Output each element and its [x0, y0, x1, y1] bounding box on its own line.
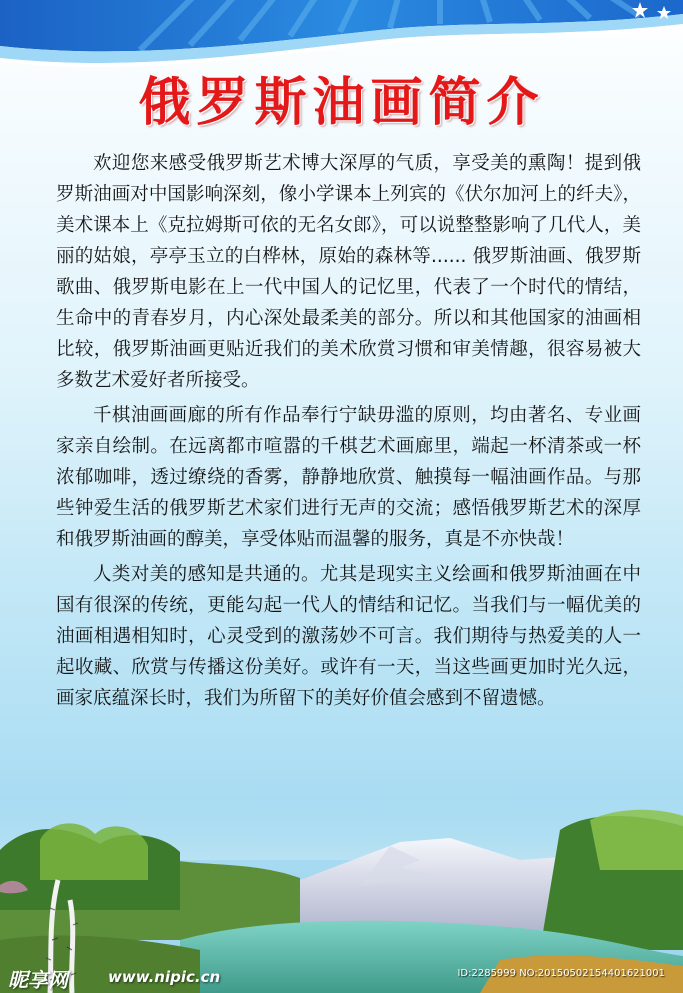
paragraph-2: 千棋油画画廊的所有作品奉行宁缺毋滥的原则，均由著名、专业画家亲自绘制。在远离都市喧嚣的千棋艺术画廊里，端起一杯清茶或一杯浓郁咖啡，透过缭绕的香雾，静静地欣赏、触摸每一幅油画作品。与那些钟爱生活的俄罗斯艺术家们进行无声的交流；感悟俄罗斯艺术的深厚和俄罗斯油画的醇美，享受体贴而温馨的服务，真是不亦快哉！ [56, 405, 641, 550]
page-title: 俄罗斯油画简介 [138, 72, 545, 133]
watermark-logo: 昵享网 [8, 968, 68, 992]
intro-body [56, 148, 641, 718]
watermark-url: www.nipic.cn [108, 968, 221, 986]
watermark-id: ID:2285999 NO:20150502154401621001 [457, 968, 665, 979]
paragraph-3: 人类对美的感知是共通的。尤其是现实主义绘画和俄罗斯油画在中国有很深的传统，更能勾起一代人的情结和记忆。当我们与一幅优美的油画相遇相知时，心灵受到的激荡妙不可言。我们期待与热爱美的人一起收藏、欣赏与传播这份美好。或许有一天，当这些画更加时光久远，画家底蕴深长时，我们为所留下的美好价值会感到不留遗憾。 [56, 564, 641, 709]
oil-painting-landscape [0, 790, 683, 993]
paragraph-1: 欢迎您来感受俄罗斯艺术博大深厚的气质，享受美的熏陶！提到俄罗斯油画对中国影响深刻，像小学课本上列宾的《伏尔加河上的纤夫》，美术课本上《克拉姆斯可依的无名女郎》，可以说整整影响了几代人，美丽的姑娘，亭亭玉立的白桦林，原始的森林等...... 俄罗斯油画、俄罗斯歌曲、俄罗斯电影在上一代中国人的记忆里，代表了一个时代的情结，生命中的青春岁月，内心深处最柔美的部分。所以和其他国家的油画相比较，俄罗斯油画更贴近我们的美术欣赏习惯和审美情趣，很容易被大多数艺术爱好者所接受。 [56, 153, 641, 391]
